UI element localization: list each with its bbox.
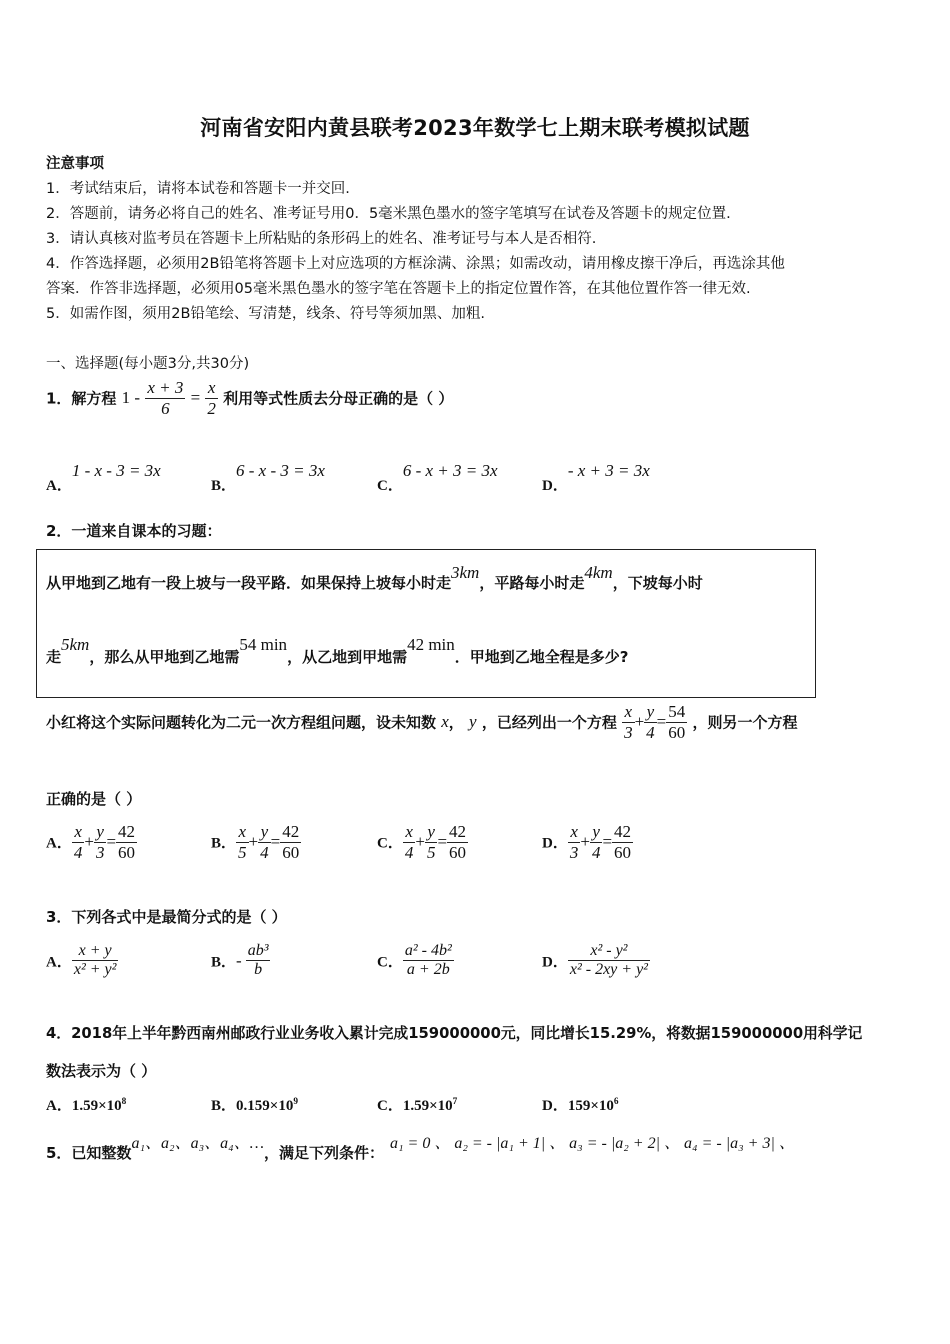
frac [72,942,119,980]
question-1 [46,378,453,418]
q5-prefix: 5．已知整数 [46,1144,132,1162]
numerator: x + y [72,942,119,961]
frac [246,942,271,980]
page-title: 河南省安阳内黄县联考2023年数学七上期末联考模拟试题 [200,116,750,140]
equals-sign: = [106,832,117,852]
plus-sign: + [84,832,94,852]
q2-option-a[interactable] [46,822,137,862]
frac [568,822,581,862]
q2-line-4: 正确的是（ ） [46,790,142,808]
option-label: C． [377,835,403,852]
denominator: 4 [591,842,601,862]
question-2: 2．一道来自课本的习题： [46,522,222,540]
denominator: x² - 2xy + y² [569,961,648,979]
question-1-suffix: 利用等式性质去分母正确的是（ ） [223,389,454,408]
option-expr: 1 - x - 3 = 3x [71,461,161,480]
frac [280,822,301,862]
var-x: x [441,712,449,732]
q3-option-b[interactable] [211,942,270,980]
numerator: 42 [449,822,467,841]
denominator: 6 [161,398,170,418]
option-label: D． [542,478,568,494]
q4-option-a[interactable] [46,1094,126,1115]
q1-option-a[interactable] [46,460,161,494]
q4-option-b[interactable] [211,1094,298,1115]
option-exponent: 7 [452,1097,458,1107]
option-exponent: 9 [293,1097,298,1107]
option-base: 1.59×10 [71,1098,122,1114]
frac [590,822,603,862]
q1-option-b[interactable] [211,460,325,494]
notice-item: 4．作答选择题，必须用2B铅笔将答题卡上对应选项的方框涂满、涂黑；如需改动，请用橡皮擦干净后，再选涂其他 [46,256,785,272]
denominator: 4 [73,842,83,862]
denominator: 5 [238,842,247,862]
equals-sign: = [437,832,448,852]
q1-option-d[interactable] [542,460,650,494]
frac [72,822,85,862]
denominator: 60 [118,842,136,862]
plus-sign: + [248,832,259,852]
section-heading: 一、选择题(每小题3分,共30分) [46,356,250,372]
sign: - [236,950,242,970]
q2-line-3 [46,702,798,742]
numerator: x² - y² [568,942,650,961]
denominator: 5 [426,842,436,862]
equals-sign: = [656,712,667,732]
numerator: 42 [118,822,136,841]
box-text: ，平路每小时走 [479,574,585,592]
option-base: 0.159×10 [236,1098,294,1114]
option-exponent: 6 [613,1097,619,1107]
option-label: B． [211,478,237,494]
option-label: A． [46,1098,72,1114]
numerator: 42 [282,822,300,841]
option-label: C． [377,1098,403,1114]
numerator: x + 3 [147,378,184,397]
plus-sign: + [415,832,425,852]
q2-option-c[interactable] [377,822,468,862]
option-base: 1.59×10 [402,1098,453,1114]
numerator: y [590,822,603,843]
numerator: x [568,822,581,843]
q4-option-c[interactable] [377,1094,457,1115]
denominator: 60 [449,842,467,862]
equals-sign: = [602,832,613,852]
denominator: x² + y² [73,961,117,979]
q3-option-a[interactable] [46,942,118,980]
frac [447,822,468,862]
numerator: x [403,822,416,843]
box-text: ．甲地到乙地全程是多少? [454,648,629,666]
q1-eq-fraction [145,378,185,418]
equals-sign: = [270,832,281,852]
numerator: 54 [668,702,686,721]
q2-text: 小红将这个实际问题转化为二元一次方程组问题，设未知数 [46,713,437,732]
q5-mid: ，满足下列条件： [263,1144,384,1162]
q2-option-b[interactable] [211,822,301,862]
numerator: a² - 4b² [403,942,454,961]
frac [116,822,137,862]
option-label: A． [46,954,72,971]
q2-option-d[interactable] [542,822,633,862]
separator: ， [448,713,464,732]
option-label: C． [377,954,403,971]
speed-value: 3km [451,563,480,582]
notice-item: 3．请认真核对监考员在答题卡上所粘贴的条形码上的姓名、准考证号与本人是否相符. [46,231,597,247]
option-label: C． [377,478,403,494]
given-eq-frac-2 [644,702,657,742]
plus-sign: + [634,712,645,732]
denominator: 60 [614,842,632,862]
denominator: 60 [668,722,686,742]
question-1-prefix: 1．解方程 [46,389,117,408]
frac [94,822,107,862]
denominator: 60 [282,842,300,862]
frac [612,822,633,862]
sequence-terms: a₁、a₂、a₃、a₄、… [131,1135,264,1152]
numerator: ab³ [246,942,271,961]
numerator: y [94,822,107,843]
option-expr: 6 - x + 3 = 3x [402,461,498,480]
time-value: 54 min [239,635,288,654]
given-eq-frac-3 [666,702,687,742]
q2-text: ，则另一个方程 [692,713,798,732]
numerator: x [622,702,635,723]
option-exponent: 8 [121,1097,127,1107]
denominator: 3 [569,842,579,862]
option-label: D． [542,954,568,971]
frac [403,942,454,980]
option-label: A． [46,835,72,852]
denominator: 4 [404,842,414,862]
q2-text: ，已经列出一个方程 [481,713,617,732]
numerator: y [425,822,438,843]
frac [425,822,438,862]
numerator: x [236,822,249,843]
option-expr: - x + 3 = 3x [567,461,650,480]
plus-sign: + [580,832,590,852]
frac [258,822,271,862]
option-base: 159×10 [567,1098,614,1114]
option-label: B． [211,1098,237,1114]
frac [568,942,650,980]
time-value: 42 min [407,635,455,654]
box-line-1 [46,562,703,592]
box-text: 从甲地到乙地有一段上坡与一段平路．如果保持上坡每小时走 [46,574,452,592]
given-eq-frac-1 [622,702,635,742]
denominator: 4 [646,722,655,742]
option-label: B． [211,835,237,852]
box-text: ，下坡每小时 [612,574,703,592]
box-text: ，那么从甲地到乙地需 [89,648,240,666]
box-line-2 [46,634,629,666]
equals-sign: = [190,388,201,408]
q4-option-d[interactable] [542,1094,619,1115]
option-label: D． [542,1098,568,1114]
notice-item: 5．如需作图，须用2B铅笔绘、写清楚，线条、符号等须加黑、加粗. [46,306,486,322]
q3-option-d[interactable] [542,942,650,980]
question-4-line-2: 数法表示为（ ） [46,1062,157,1080]
speed-value: 4km [584,563,613,582]
denominator: 2 [207,398,216,418]
frac [403,822,416,862]
frac [236,822,249,862]
notice-item: 1．考试结束后，请将本试卷和答题卡一并交回. [46,181,350,197]
q1-eq-lhs: 1 - [121,388,141,408]
numerator: 42 [614,822,632,841]
option-expr: 6 - x - 3 = 3x [236,461,325,480]
denominator: 3 [624,722,633,742]
var-y: y [469,712,477,732]
denominator: 4 [260,842,269,862]
notice-heading: 注意事项 [46,156,104,172]
sequence-conditions: a₁ = 0 、 a₂ = - |a₁ + 1| 、 a₃ = - |a₂ + 2| 、 a₄ = - |a₃ + 3| 、 [389,1135,795,1152]
numerator: x [205,378,218,399]
numerator: y [258,822,271,843]
denominator: 3 [95,842,105,862]
option-label: B． [211,954,237,971]
option-label: D． [542,835,568,852]
q3-option-c[interactable] [377,942,454,980]
numerator: y [644,702,657,723]
box-text: ，从乙地到甲地需 [287,648,408,666]
numerator: x [72,822,85,843]
q1-eq-rhs-fraction [205,378,218,418]
question-3: 3．下列各式中是最简分式的是（ ） [46,908,287,926]
option-label: A． [46,478,72,494]
denominator: a + 2b [406,961,450,979]
notice-item: 答案．作答非选择题，必须用05毫米黑色墨水的签字笔在答题卡上的指定位置作答，在其他位置作答一律无效. [46,281,751,297]
box-text: 走 [46,648,62,666]
denominator: b [254,961,263,979]
q1-option-c[interactable] [377,460,498,494]
notice-item: 2．答题前，请务必将自己的姓名、准考证号用0．5毫米黑色墨水的签字笔填写在试卷及答题卡的规定位置. [46,206,731,222]
question-5 [46,1130,795,1162]
speed-value: 5km [61,635,90,654]
question-4-line-1: 4．2018年上半年黔西南州邮政行业业务收入累计完成159000000元，同比增长15.29%，将数据159000000用科学记 [46,1025,863,1042]
